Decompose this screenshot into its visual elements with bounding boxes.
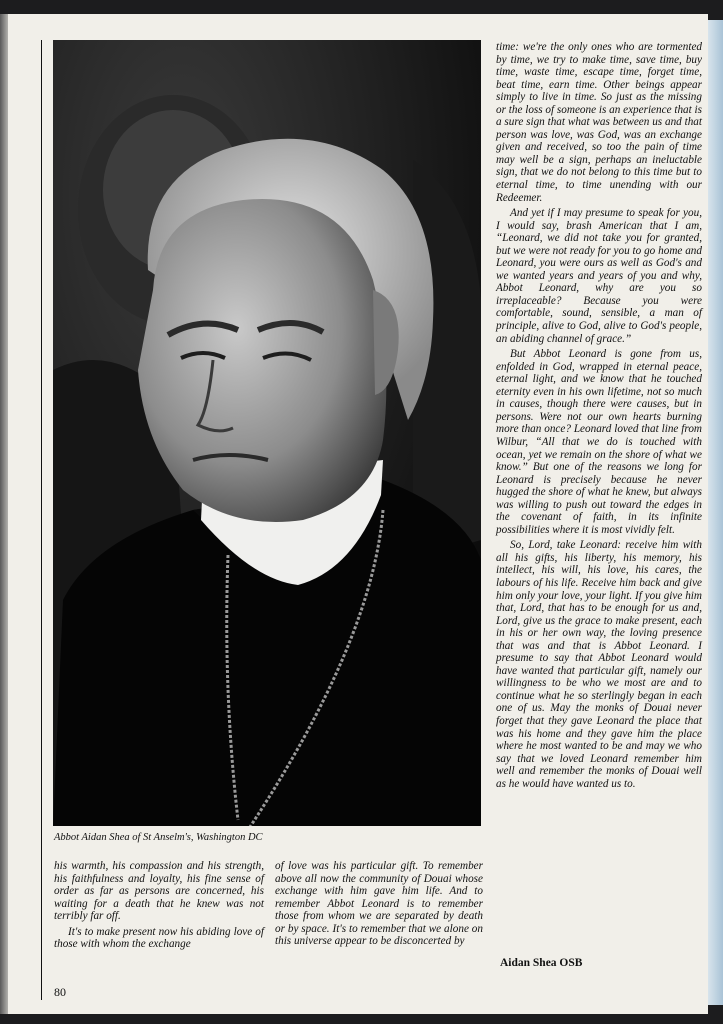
photo-caption: Abbot Aidan Shea of St Anselm's, Washington DC — [54, 832, 263, 843]
text-column-left — [54, 860, 264, 951]
paragraph: of love was his particular gift. To remember above all now the community of Douai whose exchange with him gave him life. And to remember Abbot Leonard is to remember those from whom we are separated by death or by space. It's to remember that we alone on this universe appear to be disconcerted by — [275, 860, 483, 948]
portrait-illustration — [53, 40, 481, 826]
author-signature: Aidan Shea OSB — [500, 957, 583, 969]
page-number: 80 — [54, 985, 66, 999]
paragraph: But Abbot Leonard is gone from us, enfolded in God, wrapped in eternal peace, eternal light, and we know that he touched eternity even in his own lifetime, not so much in causes, though there were causes, but in persons. Were not our own hearts burning more than once? Leonard loved that line from Wilbur, “All that we do is touched with ocean, yet we remain on the shore of what we know.” But one of the reasons we long for Leonard is precisely because he never hugged the shore of what he knew, but always was willing to push out toward the edges in the covenant of faith, in its infinite possibilities where it is most vividly felt. — [496, 348, 702, 536]
paragraph: time: we're the only ones who are tormented by time, we try to make time, save time, buy time, waste time, escape time, forget time, beat time, earn time. Other beings appear simply to live in time. So just as the missing or the loss of someone is an experience that is a sure sign that what was between us and that person was love, was God, was an exchange given and received, so too the pain of time may well be a sign, perhaps an ineluctable sign, that we do not belong to this time but to eternal time, to time unending with our Redeemer. — [496, 41, 703, 204]
paragraph: his warmth, his compassion and his strength, his faithfulness and loyalty, his fine sense of order as far as persons are concerned, his waiting for a death that he knew was not terribly far off. — [54, 860, 264, 923]
paragraph: And yet if I may presume to speak for you, I would say, brash American that I am, “Leonard, we did not take you for granted, but we were not ready for you to go home and Leonard, you were ours as well as God's and we wanted years and years of you and why, Abbot Leonard, why are you so irreplaceable? Because you were comfortable, sound, sensible, a man of principle, alive to God, alive to God's people, an abiding channel of grace.” — [496, 207, 702, 345]
text-column-right — [496, 41, 702, 790]
page-edge — [708, 20, 723, 1005]
text-column-middle — [275, 860, 483, 948]
portrait-photo — [53, 40, 481, 826]
paragraph: So, Lord, take Leonard: receive him with all his gifts, his liberty, his memory, his intellect, his will, his love, his cares, the labours of his life. Receive him back and give him only your love, your light. If you give him that, Lord, that has to be enough for us and, Lord, give us the grace to make present, each in his or her own way, the loving presence that was and that is Abbot Leonard. I presume to say that Abbot Leonard would have wanted that particular gift, namely our willingness to be who we most are and to continue what he so sterlingly began in each one of us. May the monks of Douai never forget that they gave Leonard the place that was his home and they gave him the place where he most wanted to be and may we who say that we loved Leonard remember him well and remember the monks of Douai well as he would have wanted us to. — [496, 539, 702, 790]
paragraph: It's to make present now his abiding love of those with whom the exchange — [54, 925, 264, 951]
margin-rule — [41, 40, 42, 1000]
